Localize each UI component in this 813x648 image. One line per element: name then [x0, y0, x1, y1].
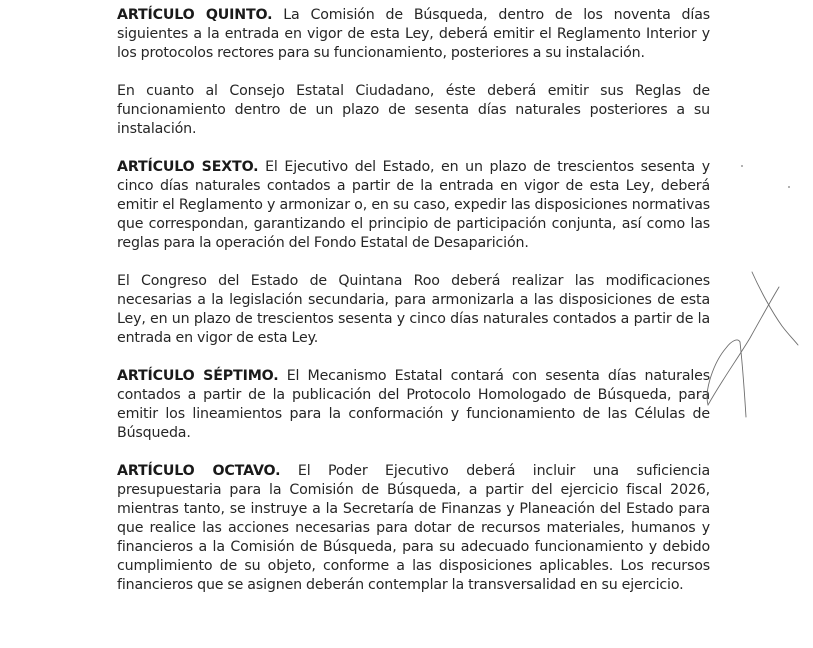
paragraph-text: El Poder Ejecutivo deberá incluir una suficiencia presupuestaria para la Comisión de Búsqueda, a partir del ejercicio fiscal 2026, mientras tanto, se instruye a la Secretaría de Finanzas y Planeación del Estado para que realice las acciones necesarias para dotar de recursos materiales, humanos y financieros a la Comisión de Búsqueda, para su adecuado funcionamiento y debido cumplimiento de su objeto, conforme a las disposiciones aplicables. Los recursos financieros que se asignen deberán contemplar la transversalidad en su ejercicio.: [117, 463, 710, 593]
article-heading: ARTÍCULO QUINTO.: [117, 7, 273, 23]
article-septimo-paragraph: [117, 367, 710, 443]
paragraph-text: El Mecanismo Estatal contará con sesenta días naturales contados a partir de la publicación del Protocolo Homologado de Búsqueda, para emitir los lineamientos para la conformación y funcionamiento de las Células de Búsqueda.: [117, 368, 710, 441]
signature-stroke: [707, 340, 740, 405]
paragraph-gap: [117, 443, 710, 462]
paragraph-text: El Congreso del Estado de Quintana Roo deberá realizar las modificaciones necesarias a la legislación secundaria, para armonizarla a las disposiciones de esta Ley, en un plazo de trescientos sesenta y cinco días naturales contados a partir de la entrada en vigor de esta Ley.: [117, 273, 710, 346]
article-octavo-paragraph: [117, 462, 710, 595]
signature-stroke: [708, 287, 779, 405]
scan-speck: [741, 165, 743, 167]
consejo-paragraph: [117, 82, 710, 139]
article-heading: ARTÍCULO OCTAVO.: [117, 463, 281, 479]
paragraph-text: La Comisión de Búsqueda, dentro de los noventa días siguientes a la entrada en vigor de esta Ley, deberá emitir el Reglamento Interior y los protocolos rectores para su funcionamiento, posteriores a su instalación.: [117, 7, 710, 61]
congreso-paragraph: [117, 272, 710, 348]
signature-stroke: [752, 272, 798, 345]
article-heading: ARTÍCULO SÉPTIMO.: [117, 368, 279, 384]
paragraph-text: El Ejecutivo del Estado, en un plazo de trescientos sesenta y cinco días naturales contados a partir de la entrada en vigor de esta Ley, deberá emitir el Reglamento y armonizar o, en su caso, expedir las disposiciones normativas que correspondan, garantizando el principio de participación conjunta, así como las reglas para la operación del Fondo Estatal de Desaparición.: [117, 159, 710, 251]
paragraph-gap: [117, 348, 710, 367]
paragraph-gap: [117, 139, 710, 158]
signature-stroke: [740, 342, 746, 417]
paragraph-text: En cuanto al Consejo Estatal Ciudadano, éste deberá emitir sus Reglas de funcionamiento dentro de un plazo de sesenta días naturales posteriores a su instalación.: [117, 83, 710, 137]
document-body: [117, 6, 710, 595]
scan-speck: [788, 186, 790, 188]
article-quinto-paragraph: [117, 6, 710, 63]
handwritten-signature: [690, 250, 810, 430]
paragraph-gap: [117, 63, 710, 82]
article-sexto-paragraph: [117, 158, 710, 253]
article-heading: ARTÍCULO SEXTO.: [117, 159, 259, 175]
paragraph-gap: [117, 253, 710, 272]
